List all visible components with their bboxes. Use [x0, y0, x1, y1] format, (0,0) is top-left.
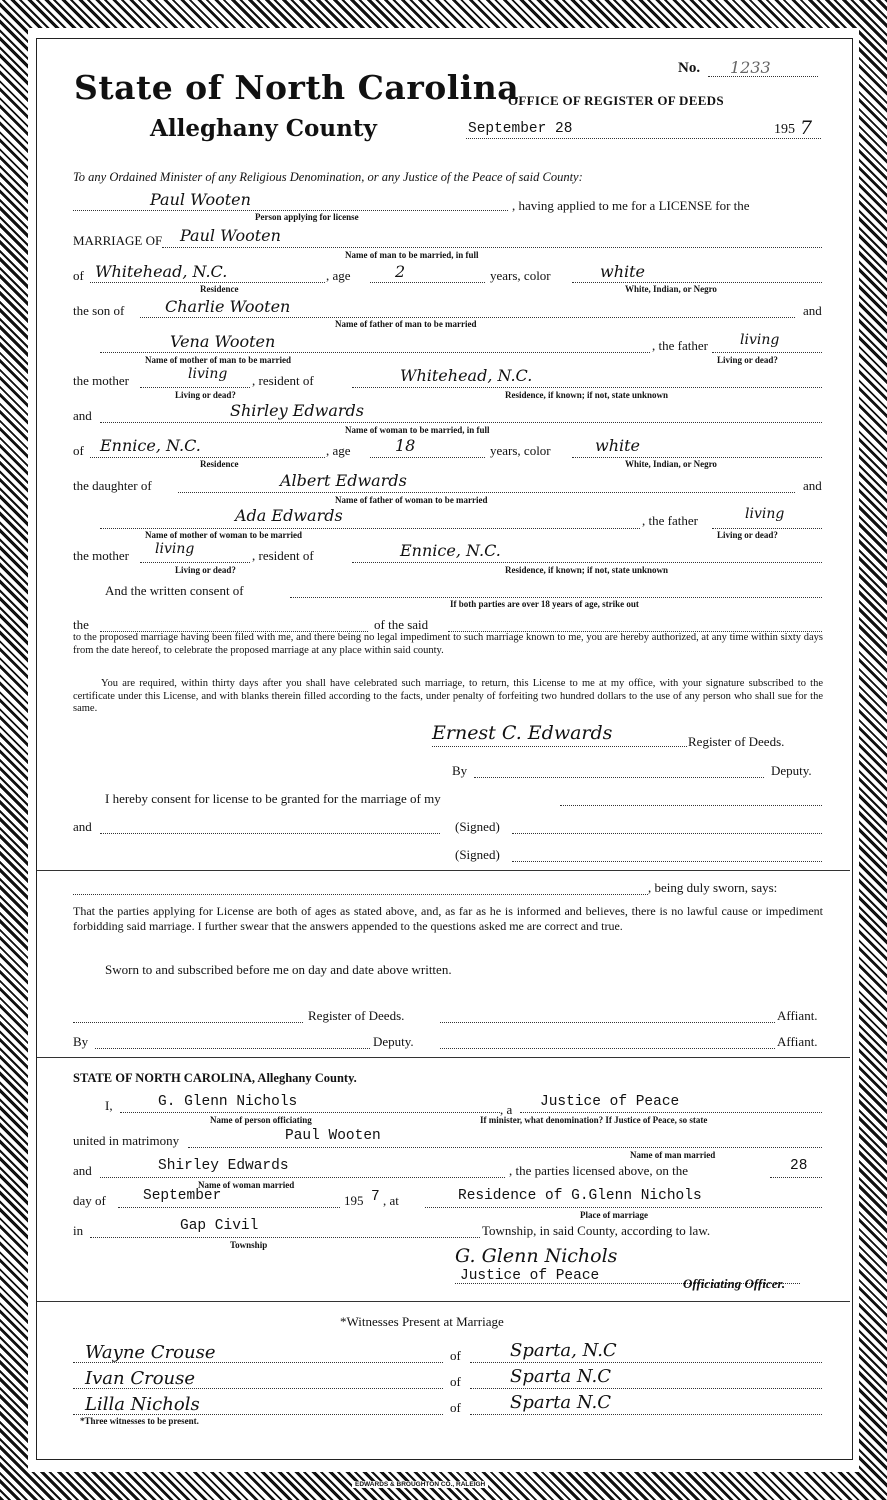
- applicant-line: [73, 210, 508, 211]
- residence-caption-2: Residence: [200, 459, 239, 469]
- and-label-1: and: [803, 303, 822, 318]
- man-mother-line: [100, 352, 650, 353]
- officiant-caption: Name of person officiating: [210, 1115, 312, 1125]
- certificate-heading: STATE OF NORTH CAROLINA, Alleghany County.: [73, 1071, 357, 1085]
- man-father-line: [140, 317, 795, 318]
- i-label: I,: [105, 1098, 113, 1113]
- woman-parents-residence-line: [352, 562, 822, 563]
- man-father-caption: Name of father of man to be married: [335, 319, 477, 329]
- woman-age-line: [370, 457, 485, 458]
- man-name: Paul Wooten: [180, 226, 281, 245]
- office-caption: If minister, what denomination? If Justice of Peace, so state: [480, 1115, 708, 1125]
- witnesses-heading: *Witnesses Present at Marriage: [340, 1314, 504, 1329]
- consent-and-label: and: [73, 819, 92, 834]
- witness-place-2: Sparta N.C: [510, 1366, 611, 1387]
- marriage-place: Residence of G.Glenn Nichols: [458, 1188, 702, 1204]
- authorization-paragraph: to the proposed marriage having been filed with me, and there being no legal impediment to such marriage known to me, you are hereby authorized, at any time within sixty days from the date hereof, to celebrate the proposed marriage at any place within said county.: [73, 632, 823, 656]
- having-applied-text: , having applied to me for a LICENSE for the: [512, 198, 750, 213]
- living-dead-caption-2: Living or dead?: [175, 390, 236, 400]
- man-married-line: [188, 1147, 822, 1148]
- woman-father-line: [178, 492, 795, 493]
- affiant-line-2: [440, 1048, 775, 1049]
- the-mother-label-2: the mother: [73, 548, 129, 563]
- register-line-2: [73, 1022, 303, 1023]
- man-residence: Whitehead, N.C.: [95, 262, 228, 281]
- a-label: , a: [500, 1102, 513, 1117]
- deputy-label: Deputy.: [771, 763, 812, 778]
- signed-line-1: [512, 833, 822, 834]
- and-label-4: and: [73, 1163, 92, 1178]
- applicant-name: Paul Wooten: [150, 190, 251, 209]
- register-of-deeds-label-2: Register of Deeds.: [308, 1008, 405, 1023]
- son-of-label: the son of: [73, 303, 125, 318]
- officer-signature: G. Glenn Nichols: [455, 1245, 618, 1267]
- marriage-day: 28: [790, 1158, 808, 1174]
- place-line: [425, 1207, 822, 1208]
- office-label: OFFICE OF REGISTER OF DEEDS: [508, 93, 724, 108]
- township-name: Gap Civil: [180, 1218, 259, 1234]
- age-label: , age: [326, 268, 351, 283]
- printer-imprint: EDWARDS & BROUGHTON CO., RALEIGH: [352, 1481, 488, 1488]
- form-title: State of North Carolina: [74, 68, 520, 107]
- residence-caption: Residence: [200, 284, 239, 294]
- daughter-of-label: the daughter of: [73, 478, 152, 493]
- man-color: white: [600, 262, 646, 281]
- register-signature-line: [432, 746, 687, 747]
- witness-place-1: Sparta, N.C: [510, 1340, 617, 1361]
- woman-mother-status: living: [155, 541, 195, 557]
- of-the-said-label: of the said: [374, 617, 429, 632]
- affiant-line-1: [440, 1022, 775, 1023]
- woman-married-caption: Name of woman married: [198, 1180, 295, 1190]
- cert-year-prefix: 195: [344, 1193, 364, 1208]
- witness-note: *Three witnesses to be present.: [80, 1416, 199, 1426]
- woman-mother: Ada Edwards: [235, 506, 343, 525]
- living-dead-caption-1: Living or dead?: [717, 355, 778, 365]
- and-label-3: and: [803, 478, 822, 493]
- consent-line: [290, 597, 822, 598]
- man-parents-residence-line: [352, 387, 822, 388]
- witness-name-3: Lilla Nichols: [85, 1394, 200, 1415]
- year-digit: 7: [800, 117, 813, 139]
- parties-licensed-label: , the parties licensed above, on the: [509, 1163, 689, 1178]
- woman-father-caption: Name of father of woman to be married: [335, 495, 488, 505]
- place-caption: Place of marriage: [580, 1210, 648, 1220]
- in-label: in: [73, 1223, 84, 1238]
- register-signature: Ernest C. Edwards: [432, 722, 613, 744]
- woman-residence: Ennice, N.C.: [100, 436, 201, 455]
- parental-consent-text: I hereby consent for license to be granted for the marriage of my: [105, 791, 441, 806]
- officiant-line: [120, 1112, 500, 1113]
- county-title: Alleghany County: [150, 115, 377, 142]
- signed-label-1: (Signed): [455, 819, 500, 834]
- woman-married-line: [100, 1177, 505, 1178]
- month-line: [118, 1207, 340, 1208]
- man-mother: Vena Wooten: [170, 332, 276, 351]
- by-label-2: By: [73, 1034, 89, 1049]
- sworn-before-text: Sworn to and subscribed before me on day and date above written.: [105, 962, 452, 977]
- consent-label: And the written consent of: [105, 583, 244, 598]
- woman-residence-line: [90, 457, 325, 458]
- witness-name-2: Ivan Crouse: [85, 1368, 196, 1389]
- woman-mother-caption: Name of mother of woman to be married: [145, 530, 303, 540]
- deputy-line: [474, 777, 764, 778]
- affidavit-body: That the parties applying for License are both of ages as stated above, and, as far as he is informed and believes, there is no lawful cause or impediment forbidding said marriage. I further swear that the answers appended to the questions asked me are correct and true.: [73, 904, 823, 933]
- woman-name-caption: Name of woman to be married, in full: [345, 425, 490, 435]
- marriage-of-label: MARRIAGE OF: [73, 233, 163, 248]
- township-text: Township, in said County, according to law.: [482, 1223, 711, 1238]
- date-line: [466, 138, 821, 139]
- affiant-name-line: [73, 894, 648, 895]
- witness-place-line-1: [470, 1362, 822, 1363]
- man-father-status-line: [712, 352, 822, 353]
- day-line: [770, 1177, 822, 1178]
- of-label: of: [73, 268, 84, 283]
- section-divider-2: [37, 1057, 850, 1058]
- man-mother-status-line: [140, 387, 250, 388]
- return-paragraph: You are required, within thirty days after you shall have celebrated such marriage, to return, this License to me at my office, with your signature subscribed to the certificate under this License, and with blanks therein filled according to the facts, under penalty of forfeiting two hundred dollars to the use of any person who shall sue for the same.: [73, 678, 823, 714]
- the-father-label: , the father: [652, 338, 708, 353]
- township-caption: Township: [230, 1240, 268, 1250]
- man-parents-residence: Whitehead, N.C.: [400, 366, 533, 385]
- and-label-2: and: [73, 408, 92, 423]
- deputy-line-2: [95, 1048, 370, 1049]
- woman-father-status-line: [712, 528, 822, 529]
- witness-name-1: Wayne Crouse: [85, 1342, 216, 1363]
- residence-unknown-caption-2: Residence, if known; if not, state unknown: [505, 565, 669, 575]
- man-father: Charlie Wooten: [165, 297, 291, 316]
- man-married: Paul Wooten: [285, 1128, 381, 1144]
- license-intro: To any Ordained Minister of any Religious Denomination, or any Justice of the Peace of said County:: [73, 170, 583, 184]
- year-prefix: 195: [774, 122, 795, 137]
- officiant-office: Justice of Peace: [540, 1094, 680, 1110]
- woman-name: Shirley Edwards: [230, 401, 364, 420]
- man-mother-status: living: [188, 366, 228, 382]
- issue-date: September 28: [468, 121, 573, 137]
- woman-mother-status-line: [140, 562, 250, 563]
- woman-age: 18: [395, 436, 416, 455]
- years-color-label: years, color: [490, 268, 551, 283]
- township-line: [90, 1237, 480, 1238]
- residence-unknown-caption-1: Residence, if known; if not, state unknown: [505, 390, 669, 400]
- section-divider-3: [37, 1301, 850, 1302]
- consent-caption: If both parties are over 18 years of age, strike out: [450, 599, 639, 609]
- license-number: 1233: [730, 58, 771, 77]
- affiant-label-1: Affiant.: [777, 1008, 818, 1023]
- witness-place-line-3: [470, 1414, 822, 1415]
- united-label: united in matrimony: [73, 1133, 180, 1148]
- of-label-2: of: [73, 443, 84, 458]
- section-divider-1: [37, 870, 850, 871]
- signed-line-2: [512, 861, 822, 862]
- man-name-line: [162, 247, 822, 248]
- resident-of-label: , resident of: [252, 373, 314, 388]
- man-age: 2: [395, 262, 406, 281]
- cert-year-digit: 7: [371, 1189, 380, 1205]
- the-father-label-2: , the father: [642, 513, 698, 528]
- office-line: [520, 1112, 822, 1113]
- witness-of-2: of: [450, 1374, 461, 1389]
- resident-of-label-2: , resident of: [252, 548, 314, 563]
- color-caption: White, Indian, or Negro: [625, 284, 717, 294]
- man-father-status: living: [740, 332, 780, 348]
- signed-label-2: (Signed): [455, 847, 500, 862]
- affiant-label-2: Affiant.: [777, 1034, 818, 1049]
- at-label: , at: [383, 1193, 399, 1208]
- color-caption-2: White, Indian, or Negro: [625, 459, 717, 469]
- man-name-caption: Name of man to be married, in full: [345, 250, 479, 260]
- witness-place-line-2: [470, 1388, 822, 1389]
- witness-of-1: of: [450, 1348, 461, 1363]
- officer-title: Justice of Peace: [460, 1268, 600, 1284]
- woman-name-line: [100, 422, 822, 423]
- witness-of-3: of: [450, 1400, 461, 1415]
- officiating-officer-label: Officiating Officer.: [683, 1276, 786, 1291]
- deputy-label-2: Deputy.: [373, 1034, 414, 1049]
- years-color-label-2: years, color: [490, 443, 551, 458]
- license-number-label: No.: [678, 60, 701, 76]
- woman-married: Shirley Edwards: [158, 1158, 289, 1174]
- officiant-name: G. Glenn Nichols: [158, 1094, 298, 1110]
- witness-place-3: Sparta N.C: [510, 1392, 611, 1413]
- woman-mother-line: [100, 528, 640, 529]
- marriage-month: September: [143, 1188, 222, 1204]
- living-dead-caption-3: Living or dead?: [717, 530, 778, 540]
- the-label: the: [73, 617, 89, 632]
- woman-color: white: [595, 436, 641, 455]
- living-dead-caption-4: Living or dead?: [175, 565, 236, 575]
- man-mother-caption: Name of mother of man to be married: [145, 355, 292, 365]
- sworn-says-label: , being duly sworn, says:: [648, 880, 778, 895]
- age-label-2: , age: [326, 443, 351, 458]
- woman-father: Albert Edwards: [280, 471, 407, 490]
- man-color-line: [572, 282, 822, 283]
- by-label: By: [452, 763, 468, 778]
- day-of-label: day of: [73, 1193, 106, 1208]
- the-mother-label: the mother: [73, 373, 129, 388]
- woman-color-line: [572, 457, 822, 458]
- register-of-deeds-label: Register of Deeds.: [688, 734, 785, 749]
- man-married-caption: Name of man married: [630, 1150, 716, 1160]
- consent-and-line: [100, 833, 440, 834]
- parental-consent-line: [560, 805, 822, 806]
- woman-father-status: living: [745, 506, 785, 522]
- man-residence-line: [90, 282, 325, 283]
- woman-parents-residence: Ennice, N.C.: [400, 541, 501, 560]
- man-age-line: [370, 282, 485, 283]
- applicant-caption: Person applying for license: [255, 212, 359, 222]
